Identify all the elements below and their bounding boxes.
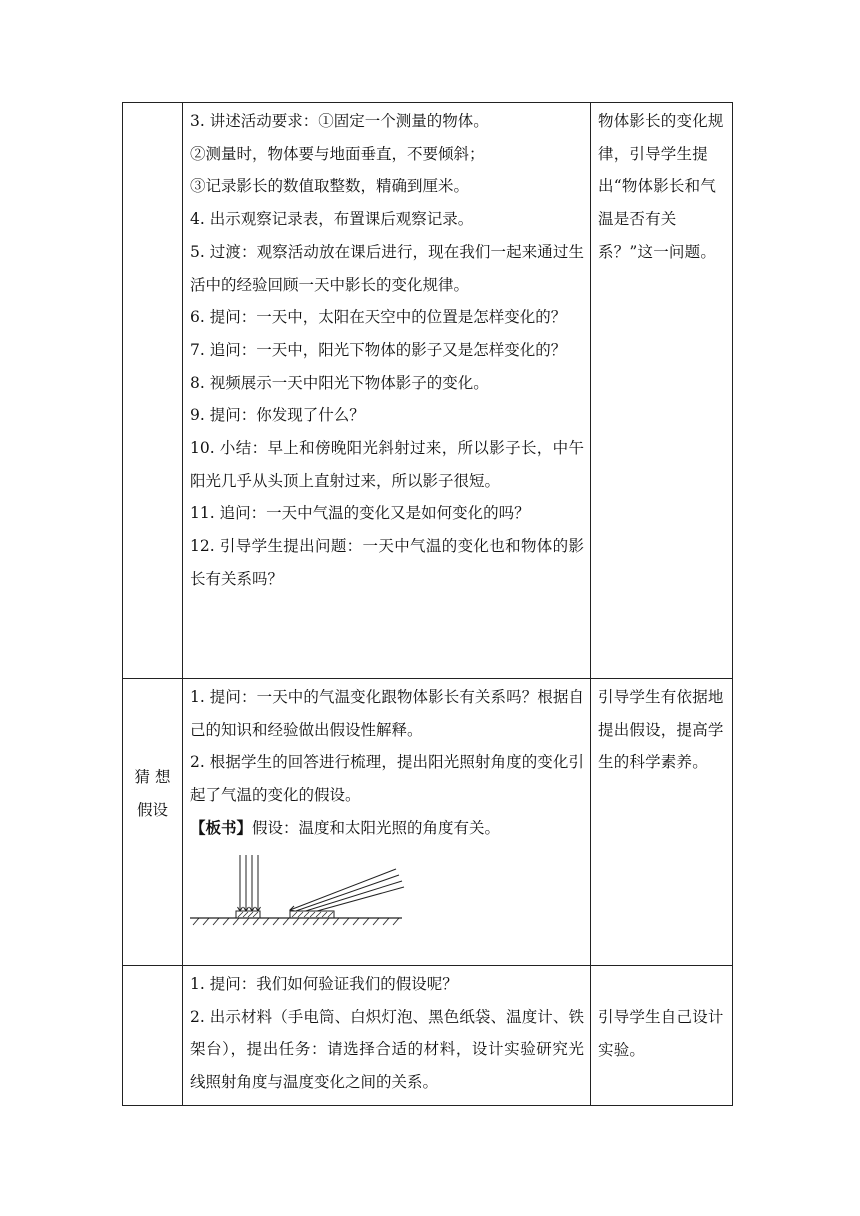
stage-label [123, 103, 182, 185]
activity-step: 2. 根据学生的回答进行梳理，提出阳光照射角度的变化引起了气温的变化的假设。 [190, 753, 584, 805]
activity-step: 5. 过渡：观察活动放在课后进行，现在我们一起来通过生活中的经验回顾一天中影长的变化规律。 [190, 242, 584, 294]
lesson-plan-table [122, 102, 733, 1106]
ground-hatching [193, 918, 399, 925]
activity-cell [183, 679, 591, 966]
stage-cell [123, 679, 183, 966]
activity-step: 12. 引导学生提出问题：一天中气温的变化也和物体的影长有关系吗？ [190, 537, 584, 588]
activity-step: ②测量时，物体要与地面垂直，不要倾斜； [190, 144, 485, 163]
activity-step: 4. 出示观察记录表，布置课后观察记录。 [190, 210, 474, 229]
stage-cell [123, 966, 183, 1106]
design-intent: 引导学生有依据地提出假设，提高学生的科学素养。 [598, 688, 724, 772]
activity-step: 1. 提问：我们如何验证我们的假设呢？ [190, 975, 458, 993]
activity-step: 11. 追问：一天中气温的变化又是如何变化的吗？ [190, 504, 530, 523]
design-intent: 引导学生自己设计实验。 [598, 1008, 724, 1059]
activity-step: 10. 小结：早上和傍晚阳光斜射过来，所以影子长，中午阳光几乎从头顶上直射过来，所以影子很短。 [190, 439, 584, 490]
stage-cell [123, 103, 183, 679]
stage-label [123, 966, 182, 1048]
activity-cell [183, 966, 591, 1106]
activity-step: 8. 视频展示一天中阳光下物体影子的变化。 [190, 373, 489, 392]
design-intent: 物体影长的变化规律，引导学生提出“物体影长和气温是否有关系？”这一问题。 [598, 112, 724, 261]
table-row [123, 679, 733, 966]
board-note [190, 812, 584, 845]
oblique-light-rays [290, 869, 404, 916]
activity-step: 2. 出示材料（手电筒、白炽灯泡、黑色纸袋、温度计、铁架台），提出任务：请选择合适的材料，设计实验研究光线照射角度与温度变化之间的关系。 [190, 1007, 584, 1092]
activity-step: 7. 追问：一天中，阳光下物体的影子又是怎样变化的？ [190, 340, 567, 359]
intent-cell [591, 679, 733, 966]
activity-cell [183, 103, 591, 679]
activity-step: 1. 提问：一天中的气温变化跟物体影长有关系吗？根据自己的知识和经验做出假设性解释。 [190, 688, 584, 739]
intent-cell [591, 103, 733, 679]
intent-cell [591, 966, 733, 1106]
direct-light-rays [238, 855, 261, 911]
sunlight-angle-diagram [190, 853, 406, 935]
activity-step: ③记录影长的数值取整数，精确到厘米。 [190, 177, 470, 196]
table-row [123, 103, 733, 679]
activity-step: 3. 讲述活动要求：①固定一个测量的物体。 [190, 112, 489, 130]
activity-step: 6. 提问：一天中，太阳在天空中的位置是怎样变化的？ [190, 308, 567, 327]
stage-label: 假设 [136, 800, 168, 819]
board-text: 假设：温度和太阳光照的角度有关。 [252, 818, 501, 837]
stage-label: 猜 想 [134, 768, 171, 786]
table-row [123, 966, 733, 1106]
activity-step: 9. 提问：你发现了什么？ [190, 406, 365, 425]
board-tag: 【板书】 [190, 817, 253, 837]
